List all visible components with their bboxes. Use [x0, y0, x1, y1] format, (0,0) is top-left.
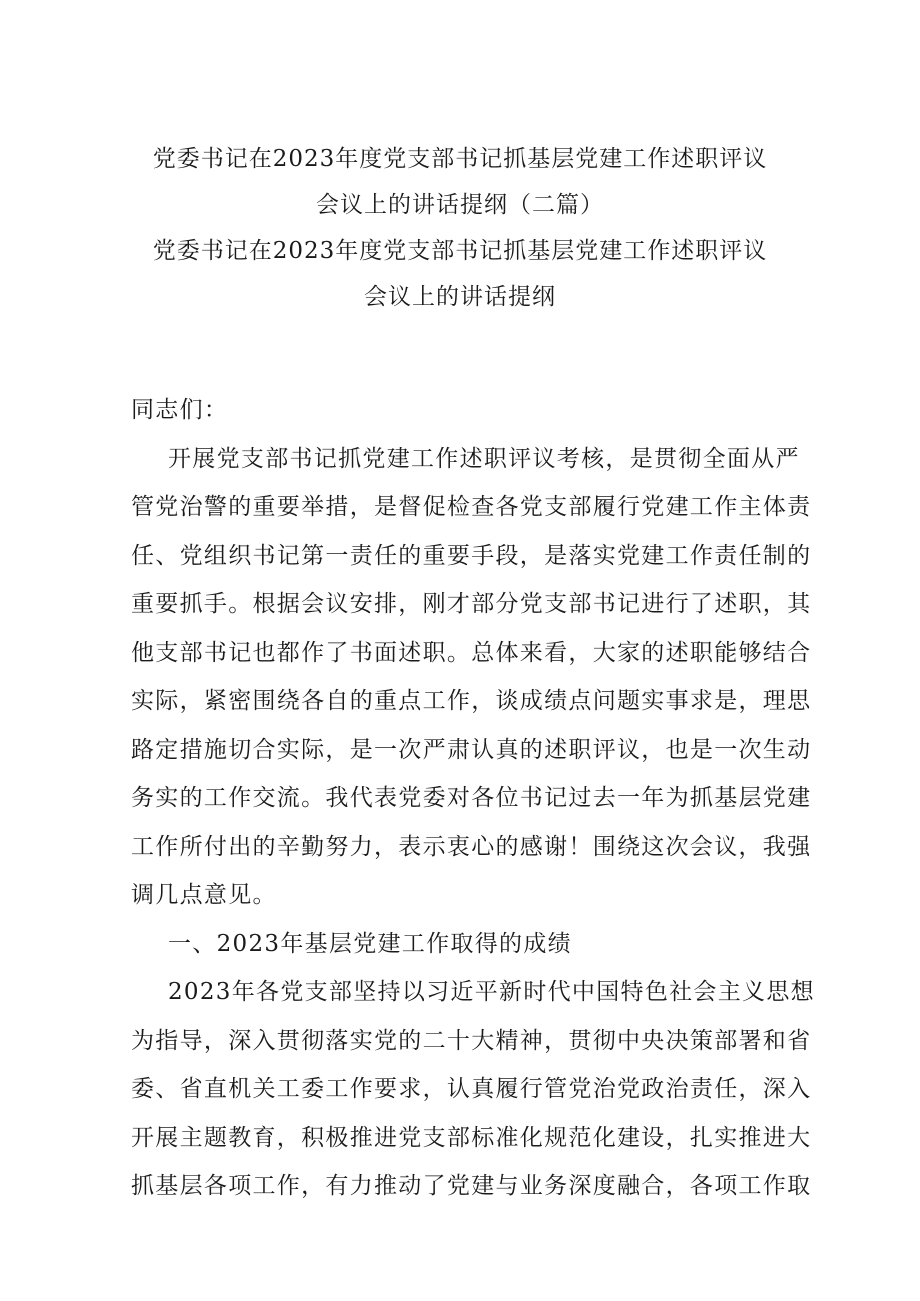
paragraph-line: 实际，紧密围绕各自的重点工作，谈成绩点问题实事求是，理思: [131, 688, 812, 714]
paragraph-line: 务实的工作交流。我代表党委对各位书记过去一年为抓基层党建: [131, 785, 812, 811]
paragraph-line: 工作所付出的辛勤努力，表示衷心的感谢！围绕这次会议，我强: [131, 833, 812, 860]
paragraph-line: 开展党支部书记抓党建工作述职评议考核，是贯彻全面从严: [168, 445, 800, 472]
section-heading: 一、2023年基层党建工作取得的成绩: [168, 930, 572, 957]
title-line: 会议上的讲话提纲（二篇）: [316, 192, 604, 218]
paragraph-line: 2023年各党支部坚持以习近平新时代中国特色社会主义思想: [168, 979, 815, 1005]
paragraph-line: 委、省直机关工委工作要求，认真履行管党治党政治责任，深入: [131, 1076, 812, 1102]
paragraph-line: 抓基层各项工作，有力推动了党建与业务深度融合，各项工作取: [131, 1173, 812, 1199]
paragraph-line: 为指导，深入贯彻落实党的二十大精神，贯彻中央决策部署和省: [131, 1027, 812, 1054]
paragraph-line: 重要抓手。根据会议安排，刚才部分党支部书记进行了述职，其: [131, 591, 812, 617]
paragraph-line: 调几点意见。: [131, 882, 277, 908]
paragraph-line: 开展主题教育，积极推进党支部标准化规范化建设，扎实推进大: [131, 1124, 812, 1151]
paragraph-opening: [131, 435, 812, 920]
paragraph-line: 他支部书记也都作了书面述职。总体来看，大家的述职能够结合: [131, 639, 812, 666]
subtitle-line: 党委书记在2023年度党支部书记抓基层党建工作述职评议: [152, 238, 768, 264]
title-line: 党委书记在2023年度党支部书记抓基层党建工作述职评议: [152, 146, 768, 172]
paragraph-line: 任、党组织书记第一责任的重要手段，是落实党建工作责任制的: [131, 542, 812, 569]
document-title: [0, 136, 920, 320]
salutation: 同志们：: [131, 397, 229, 423]
paragraph-achievements: [131, 968, 815, 1211]
document-body: [131, 386, 815, 1211]
paragraph-line: 管党治警的重要举措，是督促检查各党支部履行党建工作主体责: [131, 494, 812, 520]
paragraph-line: 路定措施切合实际，是一次严肃认真的述职评议，也是一次生动: [131, 736, 812, 763]
subtitle-line: 会议上的讲话提纲: [364, 284, 556, 310]
